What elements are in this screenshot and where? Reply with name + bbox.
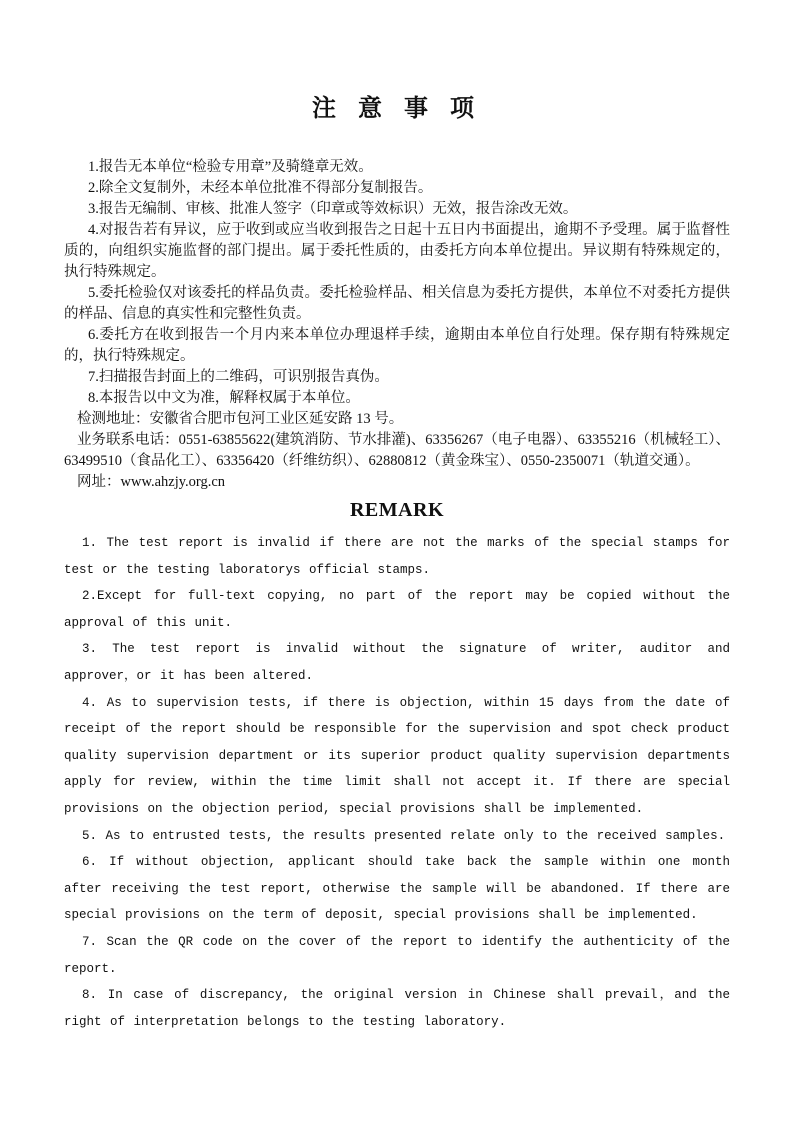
chinese-notices-section <box>64 157 730 493</box>
page-title: 注 意 事 项 <box>312 96 482 122</box>
remark-item: 8. In case of discrepancy, the original version in Chinese shall prevail，and the right of interpretation belongs to the testing laboratory. <box>64 988 730 1029</box>
notice-item: 5.委托检验仅对该委托的样品负责。委托检验样品、相关信息为委托方提供，本单位不对委托方提供的样品、信息的真实性和完整性负责。 <box>64 285 730 322</box>
remark-item: 2.Except for full-text copying, no part of the report may be copied without the approval of this unit. <box>64 589 730 630</box>
notice-item: 8.本报告以中文为准，解释权属于本单位。 <box>88 390 360 406</box>
remark-item: 5. As to entrusted tests, the results presented relate only to the received samples. <box>82 828 726 843</box>
notice-item: 7.扫描报告封面上的二维码，可识别报告真伪。 <box>88 369 389 385</box>
remark-title: REMARK <box>349 499 445 521</box>
contact-address-line: 检测地址：安徽省合肥市包河工业区延安路 13 号。 <box>77 411 404 427</box>
remark-item: 6. If without objection, applicant should take back the sample within one month after receiving the test report, otherwise the sample will be abandoned. If there are special provisions on the term of deposit, special provisions shall be implemented. <box>64 855 730 923</box>
contact-phones-line: 业务联系电话：0551-63855622(建筑消防、节水排灌)、63356267（电子电器）、63355216（机械轻工）、63499510（食品化工）、63356420（纤维纺织）、62880812（黄金珠宝）、0550-2350071（轨道交通）。 <box>64 432 730 469</box>
notice-item: 6.委托方在收到报告一个月内来本单位办理退样手续，逾期由本单位自行处理。保存期有特殊规定的，执行特殊规定。 <box>64 327 730 364</box>
english-remarks-section <box>64 530 730 1035</box>
notice-item: 2.除全文复制外，未经本单位批准不得部分复制报告。 <box>88 180 433 196</box>
remark-item: 7. Scan the QR code on the cover of the report to identify the authenticity of the report. <box>64 934 730 976</box>
notice-item: 4.对报告若有异议，应于收到或应当收到报告之日起十五日内书面提出，逾期不予受理。属于监督性质的，向组织实施监督的部门提出。属于委托性质的，由委托方向本单位提出。异议期有特殊规定的，执行特殊规定。 <box>64 222 730 280</box>
contact-website-line: 网址：www.ahzjy.org.cn <box>77 474 226 490</box>
remark-item: 3. The test report is invalid without the signature of writer, auditor and approver，or it has been altered. <box>64 642 730 683</box>
notice-item: 3.报告无编制、审核、批准人签字（印章或等效标识）无效，报告涂改无效。 <box>88 201 578 217</box>
remark-item: 1. The test report is invalid if there are not the marks of the special stamps for test or the testing laboratorys official stamps. <box>64 536 730 577</box>
remark-item: 4. As to supervision tests, if there is objection, within 15 days from the date of receipt of the report should be responsible for the supervision and spot check product quality supervision department or its superior product quality supervision departments apply for review, within the time limit shall not accept it. If there are special provisions on the objection period, special provisions shall be implemented. <box>64 695 730 816</box>
notice-item: 1.报告无本单位“检验专用章”及骑缝章无效。 <box>88 159 373 175</box>
